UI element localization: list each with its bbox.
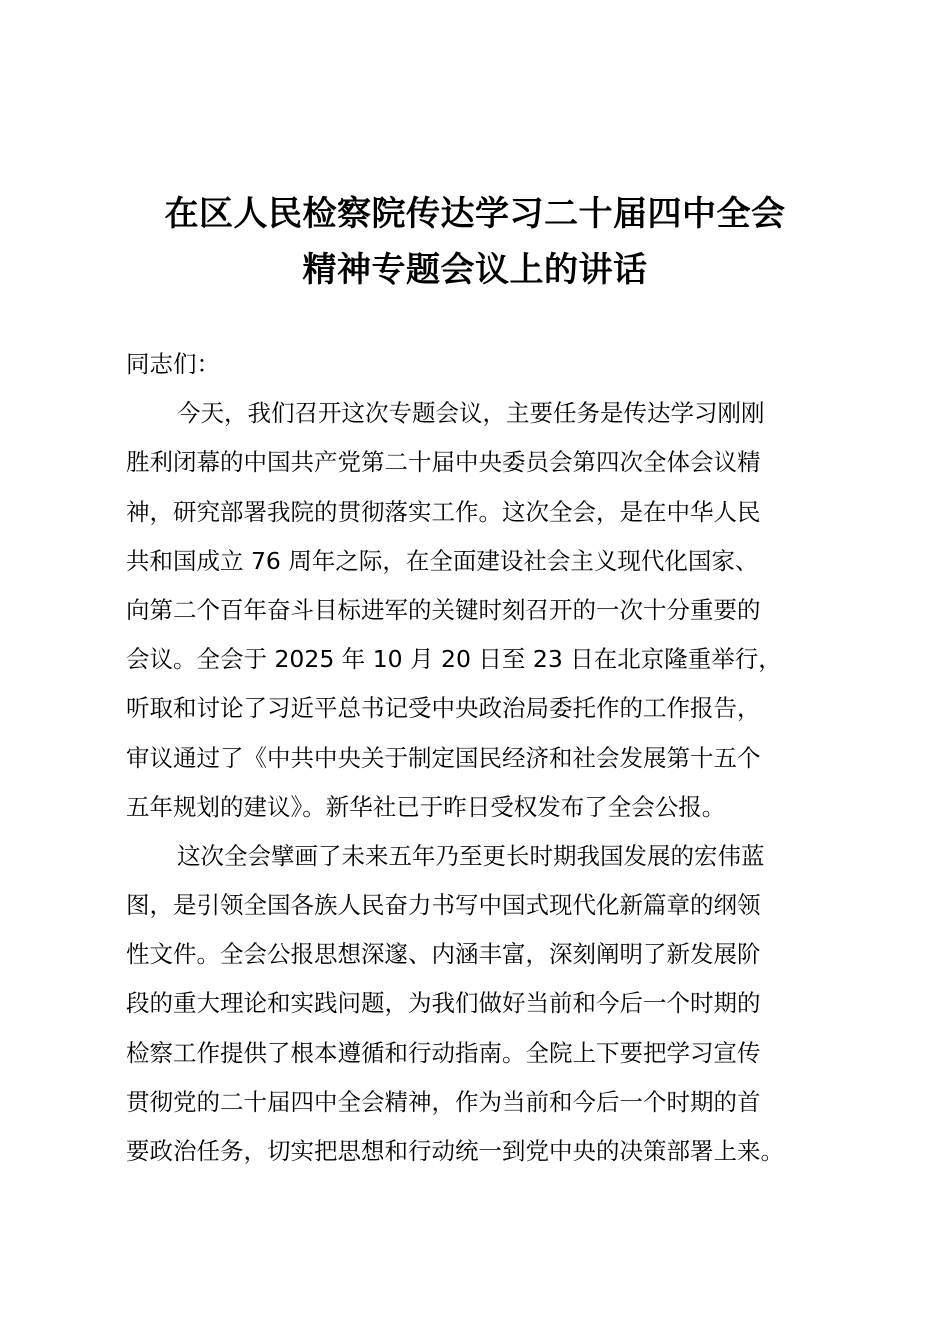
paragraph-1: [126, 389, 836, 832]
paragraph-line: 检察工作提供了根本遵循和行动指南。全院上下要把学习宣传: [126, 1038, 761, 1067]
paragraph-line: 性文件。全会公报思想深邃、内涵丰富，深刻阐明了新发展阶: [126, 940, 761, 969]
paragraph-line: 贯彻党的二十届四中全会精神，作为当前和今后一个时期的首: [126, 1087, 761, 1116]
paragraph-line: 要政治任务，切实把思想和行动统一到党中央的决策部署上来。: [126, 1137, 784, 1165]
paragraph-line: 这次全会擘画了未来五年乃至更长时期我国发展的宏伟蓝: [177, 841, 765, 870]
paragraph-line: 审议通过了《中共中央关于制定国民经济和社会发展第十五个: [126, 743, 761, 772]
paragraph-line: 段的重大理论和实践问题，为我们做好当前和今后一个时期的: [126, 989, 761, 1018]
salutation: 同志们：: [126, 350, 220, 378]
paragraph-line: 听取和讨论了习近平总书记受中央政治局委托作的工作报告，: [126, 694, 761, 723]
title-line-1: 在区人民检察院传达学习二十届四中全会: [164, 194, 786, 234]
paragraph-line: 共和国成立 76 周年之际，在全面建设社会主义现代化国家、: [126, 546, 759, 575]
document-body: [126, 340, 836, 1176]
paragraph-2: [126, 832, 836, 1176]
paragraph-line: 图，是引领全国各族人民奋力书写中国式现代化新篇章的纲领: [126, 891, 761, 920]
paragraph-line: 神，研究部署我院的贯彻落实工作。这次全会，是在中华人民: [126, 497, 761, 526]
paragraph-line: 五年规划的建议》。新华社已于昨日受权发布了全会公报。: [126, 792, 726, 821]
paragraph-line: 今天，我们召开这次专题会议，主要任务是传达学习刚刚: [177, 399, 765, 428]
paragraph-line: 胜利闭幕的中国共产党第二十届中央委员会第四次全体会议精: [126, 448, 761, 477]
paragraph-line: 会议。全会于 2025 年 10 月 20 日至 23 日在北京隆重举行，: [126, 645, 782, 674]
document-title: [0, 186, 950, 298]
title-line-2: 精神专题会议上的讲话: [302, 250, 648, 290]
paragraph-line: 向第二个百年奋斗目标进军的关键时刻召开的一次十分重要的: [126, 595, 761, 624]
